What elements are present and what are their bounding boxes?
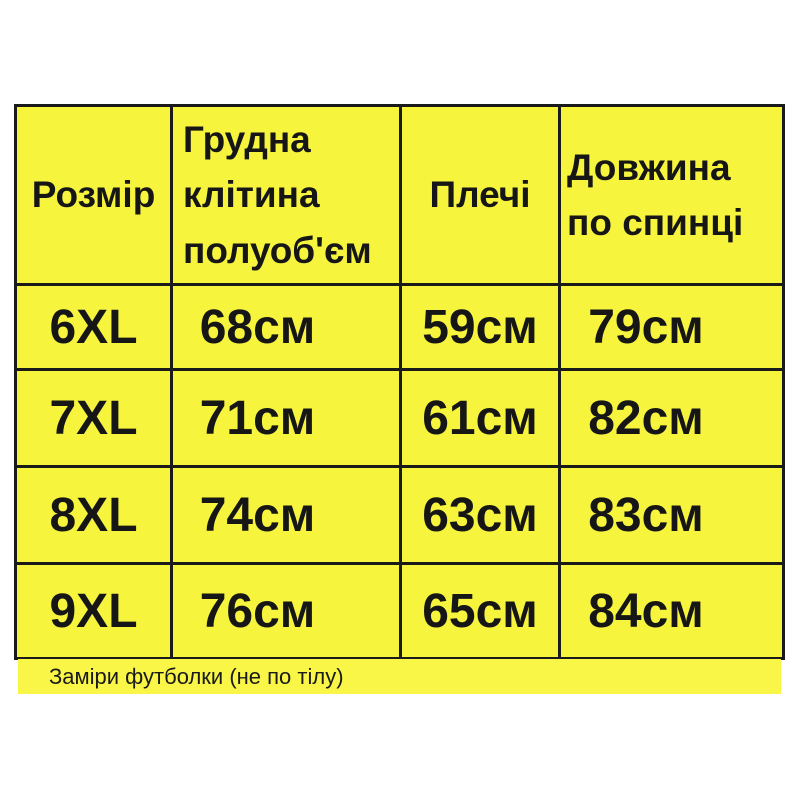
cell-back-length: 84см <box>560 564 784 659</box>
cell-size: 7XL <box>16 370 172 467</box>
cell-back-length: 82см <box>560 370 784 467</box>
header-size: Розмір <box>16 106 172 285</box>
measurement-note-text: Заміри футболки (не по тілу) <box>49 663 344 689</box>
cell-shoulders: 65см <box>401 564 560 659</box>
table-row <box>16 370 784 467</box>
measurement-note <box>18 659 781 694</box>
header-shoulders: Плечі <box>401 106 560 285</box>
cell-shoulders: 63см <box>401 467 560 564</box>
header-row <box>16 106 784 285</box>
cell-back-length: 83см <box>560 467 784 564</box>
cell-shoulders: 61см <box>401 370 560 467</box>
table-row <box>16 564 784 659</box>
cell-size: 9XL <box>16 564 172 659</box>
cell-shoulders: 59см <box>401 285 560 370</box>
cell-size: 6XL <box>16 285 172 370</box>
cell-chest: 74см <box>172 467 401 564</box>
cell-chest: 71см <box>172 370 401 467</box>
size-chart-table <box>14 104 785 660</box>
header-back-length: Довжина по спинці <box>560 106 784 285</box>
table-row <box>16 467 784 564</box>
cell-size: 8XL <box>16 467 172 564</box>
cell-back-length: 79см <box>560 285 784 370</box>
cell-chest: 76см <box>172 564 401 659</box>
table-row <box>16 285 784 370</box>
cell-chest: 68см <box>172 285 401 370</box>
header-chest: Грудна клітина полуоб'єм <box>172 106 401 285</box>
